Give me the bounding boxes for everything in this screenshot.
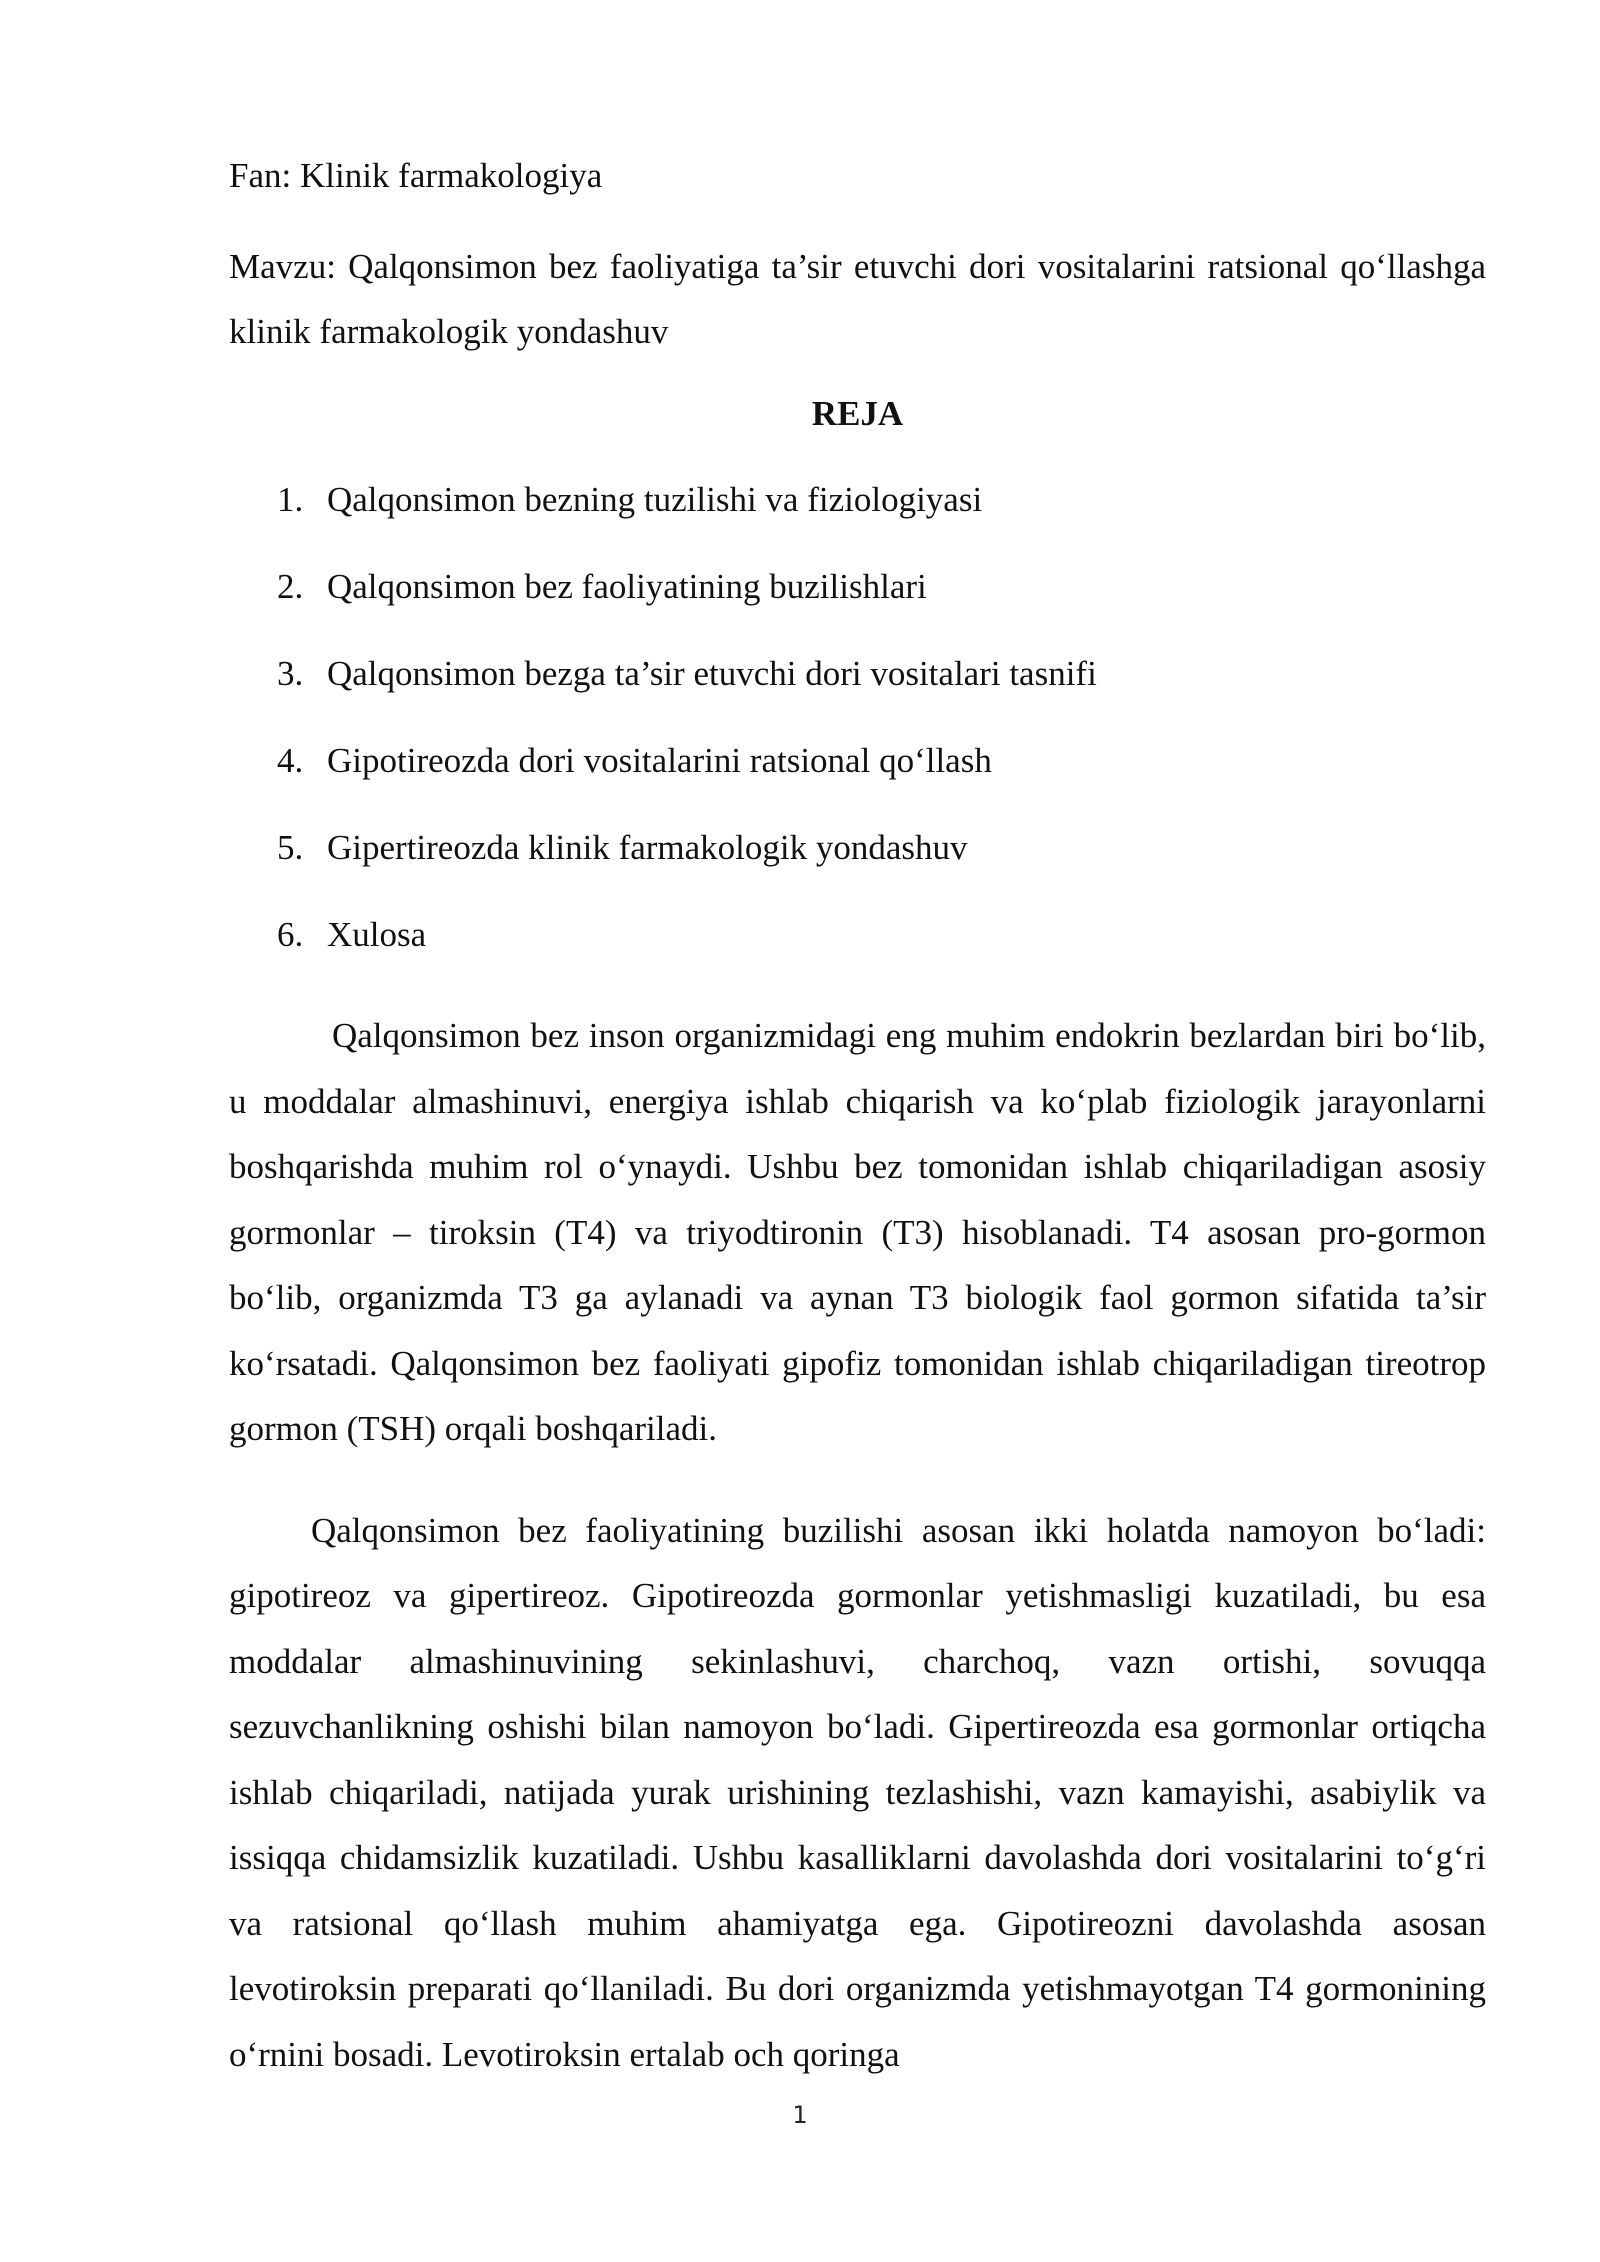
- page-content: [229, 148, 1486, 2087]
- plan-title: REJA: [811, 394, 904, 433]
- plan-item: [229, 559, 1486, 615]
- plan-item-number: 1.: [277, 480, 304, 519]
- plan-item-text: Xulosa: [327, 915, 427, 954]
- topic-line: Mavzu: Qalqonsimon bez faoliyatiga ta’sir etuvchi dori vositalarini ratsional qo‘llashga klinik farmakologik yondashuv: [229, 247, 1486, 351]
- plan-item-number: 2.: [277, 567, 304, 606]
- page-number: 1: [792, 2101, 808, 2129]
- plan-list: [229, 472, 1486, 963]
- plan-item-text: Gipotireozda dori vositalarini ratsional qo‘llash: [327, 741, 992, 780]
- plan-item-number: 3.: [277, 654, 304, 693]
- body-paragraph-intro: Qalqonsimon bez inson organizmidagi eng muhim endokrin bezlardan biri bo‘lib, u moddalar almashinuvi, energiya ishlab chiqarish va ko‘plab fiziologik jarayonlarni boshqarishda muhim rol o‘ynaydi. Ushbu bez tomonidan ishlab chiqariladigan asosiy gormonlar – tiroksin (T4) va triyodtironin (T3) hisoblanadi. T4 asosan pro-gormon bo‘lib, organizmda T3 ga aylanadi va aynan T3 biologik faol gormon sifatida ta’sir ko‘rsatadi. Qalqonsimon bez faoliyati gipofiz tomonidan ishlab chiqariladigan tireotrop gormon (TSH) orqali boshqariladi.: [229, 1016, 1486, 1448]
- plan-item: [229, 472, 1486, 528]
- body-paragraph-disorders: Qalqonsimon bez faoliyatining buzilishi asosan ikki holatda namoyon bo‘ladi: gipotireoz va gipertireoz. Gipotireozda gormonlar yetishmasligi kuzatiladi, bu esa moddalar almashinuvining sekinlashuvi, charchoq, vazn ortishi, sovuqqa sezuvchanlikning oshishi bilan namoyon bo‘ladi. Gipertireozda esa gormonlar ortiqcha ishlab chiqariladi, natijada yurak urishining tezlashishi, vazn kamayishi, asabiylik va issiqqa chidamsizlik kuzatiladi. Ushbu kasalliklarni davolashda dori vositalarini to‘g‘ri va ratsional qo‘llash muhim ahamiyatga ega. Gipotireozni davolashda asosan levotiroksin preparati qo‘llaniladi. Bu dori organizmda yetishmayotgan T4 gormonining o‘rnini bosadi. Levotiroksin ertalab och qoringa: [229, 1510, 1486, 2074]
- subject-line: Fan: Klinik farmakologiya: [229, 156, 603, 195]
- plan-item-number: 5.: [277, 828, 304, 867]
- plan-item: [229, 907, 1486, 963]
- plan-item-text: Gipertireozda klinik farmakologik yondashuv: [327, 828, 968, 867]
- plan-item-text: Qalqonsimon bez faoliyatining buzilishlari: [327, 567, 927, 606]
- plan-item-number: 4.: [277, 741, 304, 780]
- plan-item-text: Qalqonsimon bezning tuzilishi va fiziologiyasi: [327, 480, 983, 519]
- plan-item-number: 6.: [277, 915, 304, 954]
- plan-item: [229, 820, 1486, 876]
- plan-item: [229, 646, 1486, 702]
- plan-item: [229, 733, 1486, 789]
- plan-item-text: Qalqonsimon bezga ta’sir etuvchi dori vositalari tasnifi: [327, 654, 1097, 693]
